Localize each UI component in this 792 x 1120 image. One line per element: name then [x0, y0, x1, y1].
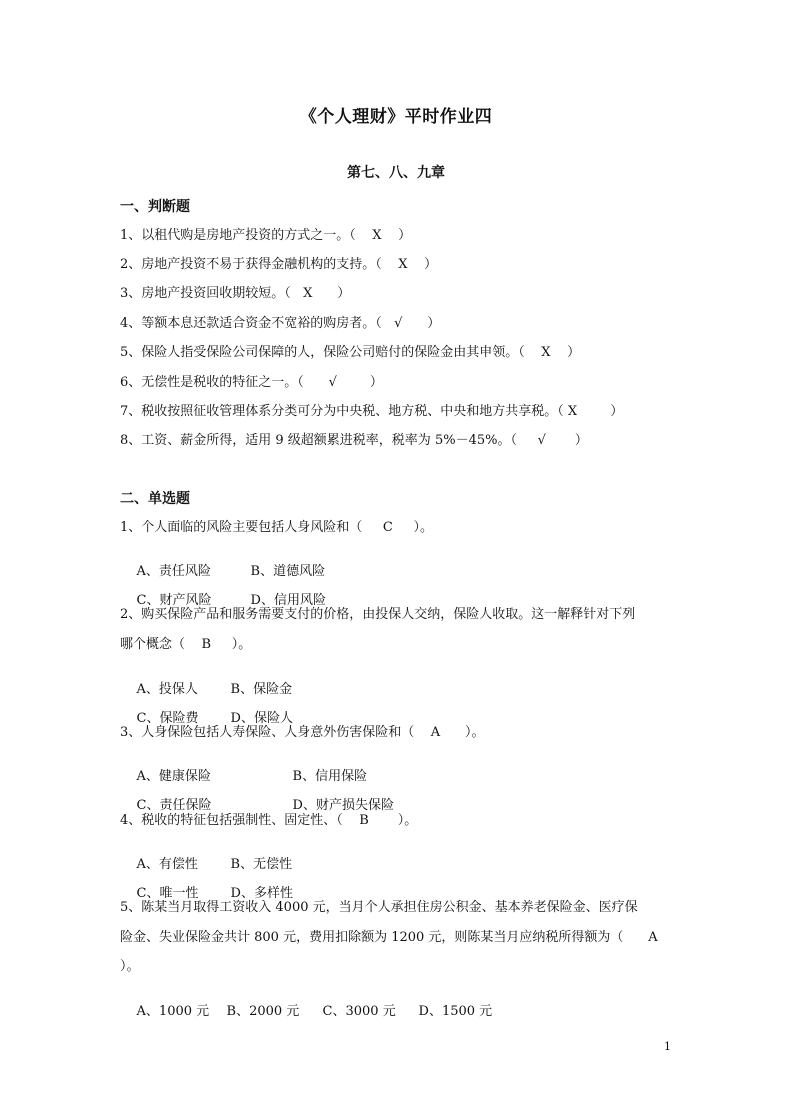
q5-option-a: A、1000 元: [136, 1004, 210, 1019]
q1-option-a: A、责任风险: [136, 564, 211, 579]
q2-option-a: A、投保人: [136, 682, 198, 697]
q5-option-b: B、2000 元: [226, 1004, 300, 1019]
q3-option-b: B、信用保险: [292, 769, 368, 784]
q3-option-c: C、责任保险: [136, 798, 212, 813]
q1-stem: 1、个人面临的风险主要包括人身风险和（ C ）。: [120, 520, 434, 535]
q4-stem: 4、税收的特征包括强制性、固定性、（ B ）。: [120, 813, 418, 828]
q1-option-d: D、信用风险: [250, 593, 326, 608]
q3-stem: 3、人身保险包括人寿保险、人身意外伤害保险和（ A ）。: [120, 725, 485, 740]
q5-option-d: D、1500 元: [418, 1004, 493, 1019]
q4-option-a: A、有偿性: [136, 857, 198, 872]
q2-stem-line-2: 哪个概念（ B ）。: [120, 637, 252, 652]
q2-option-b: B、保险金: [230, 682, 293, 697]
q1-option-c: C、财产风险: [136, 593, 212, 608]
tf-item-4: 4、等额本息还款适合资金不宽裕的购房者。（ √ ）: [120, 316, 441, 331]
q4-option-b: B、无偿性: [230, 857, 293, 872]
q3-option-a: A、健康保险: [136, 769, 211, 784]
q3-option-d: D、财产损失保险: [292, 798, 394, 813]
chapter-heading: 第七、八、九章: [347, 165, 445, 181]
q4-option-c: C、唯一性: [136, 886, 199, 901]
tf-item-7: 7、税收按照征收管理体系分类可分为中央税、地方税、中央和地方共享税。（ X ）: [120, 404, 624, 419]
q2-stem-line-1: 2、购买保险产品和服务需要支付的价格，由投保人交纳，保险人收取。这一解释针对下列: [120, 607, 636, 622]
q5-stem-line-1: 5、陈某当月取得工资收入 4000 元，当月个人承担住房公积金、基本养老保险金、医疗保: [120, 900, 638, 915]
tf-item-6: 6、无偿性是税收的特征之一。（ √ ）: [120, 375, 383, 390]
tf-item-5: 5、保险人指受保险公司保障的人，保险公司赔付的保险金由其申领。（ X ）: [120, 345, 581, 360]
q5-stem-line-3: ）。: [120, 959, 140, 974]
tf-item-3: 3、房地产投资回收期较短。（ X ）: [120, 286, 351, 301]
page-title: 《个人理财》平时作业四: [299, 107, 493, 127]
q1-option-b: B、道德风险: [250, 564, 326, 579]
q5-option-c: C、3000 元: [322, 1004, 396, 1019]
tf-item-1: 1、以租代购是房地产投资的方式之一。（ X ）: [120, 228, 412, 243]
q2-option-d: D、保险人: [230, 711, 293, 726]
q5-stem-line-2: 险金、失业保险金共计 800 元，费用扣除额为 1200 元，则陈某当月应纳税所得额为（ A: [120, 930, 658, 945]
tf-item-2: 2、房地产投资不易于获得金融机构的支持。（ X ）: [120, 257, 438, 272]
section-heading-single-choice: 二、单选题: [120, 491, 190, 507]
q2-option-c: C、保险费: [136, 711, 199, 726]
q4-option-d: D、多样性: [230, 886, 293, 901]
page-number: 1: [664, 1040, 671, 1053]
section-heading-true-false: 一、判断题: [120, 199, 190, 215]
q5-options-row: [120, 985, 492, 1034]
tf-item-8: 8、工资、薪金所得，适用 9 级超额累进税率，税率为 5%－45%。（ √ ）: [120, 433, 588, 448]
